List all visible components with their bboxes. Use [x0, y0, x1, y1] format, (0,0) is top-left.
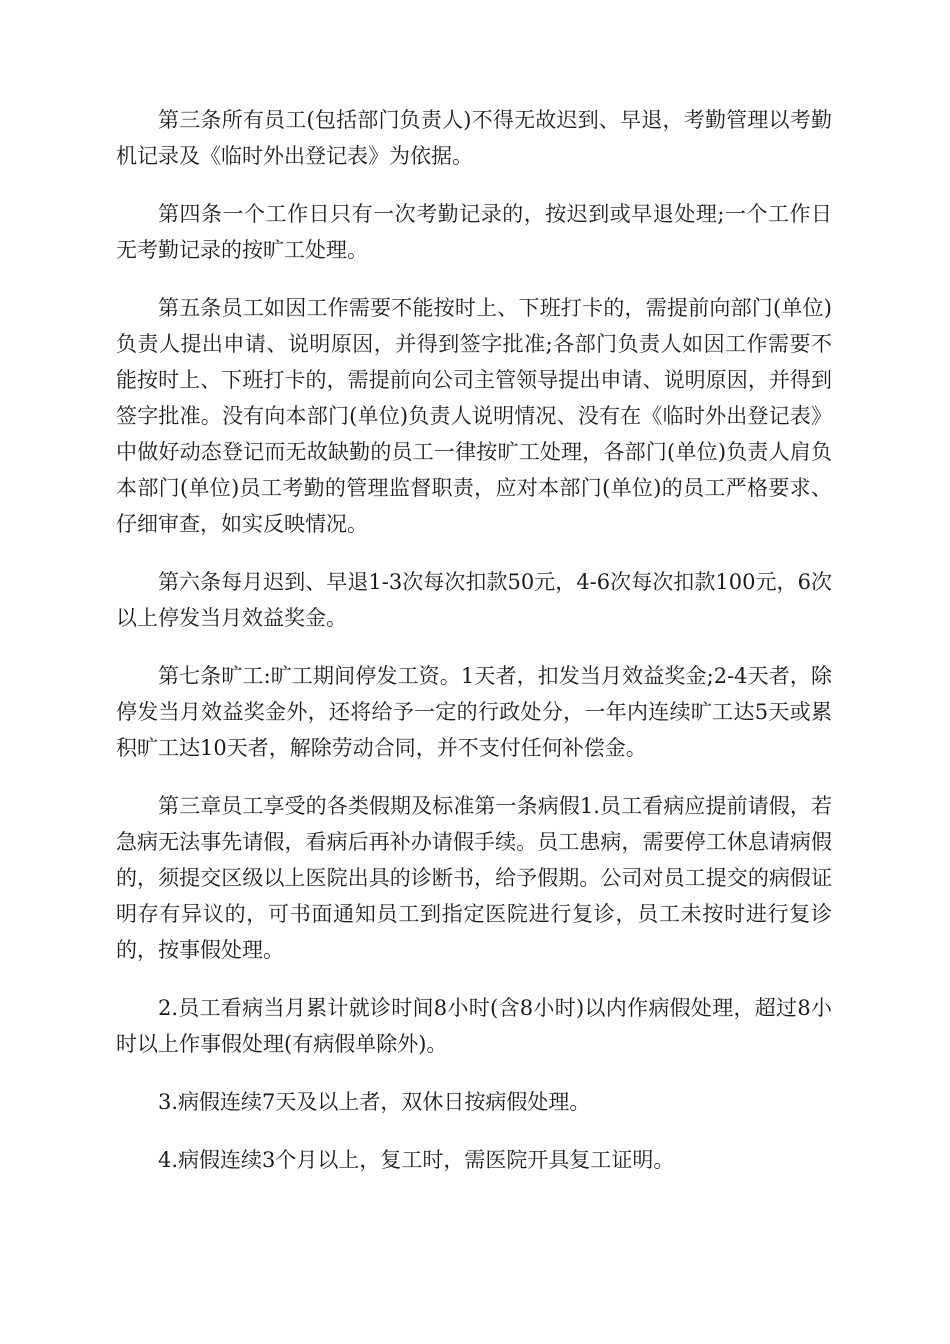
paragraph-article-5: 第五条员工如因工作需要不能按时上、下班打卡的，需提前向部门(单位)负责人提出申请、说明原因，并得到签字批准;各部门负责人如因工作需要不能按时上、下班打卡的，需提前向公司主管领导提出申请、说明原因，并得到签字批准。没有向本部门(单位)负责人说明情况、没有在《临时外出登记表》中做好动态登记而无故缺勤的员工一律按旷工处理，各部门(单位)负责人肩负本部门(单位)员工考勤的管理监督职责，应对本部门(单位)的员工严格要求、仔细审查，如实反映情况。 [116, 296, 832, 536]
paragraph-chapter-3-sick-leave: 第三章员工享受的各类假期及标准第一条病假1.员工看病应提前请假，若急病无法事先请假，看病后再补办请假手续。员工患病，需要停工休息请病假的，须提交区级以上医院出具的诊断书，给予假期。公司对员工提交的病假证明存有异议的，可书面通知员工到指定医院进行复诊，员工未按时进行复诊的，按事假处理。 [116, 794, 832, 962]
paragraph-article-7: 第七条旷工:旷工期间停发工资。1天者，扣发当月效益奖金;2-4天者，除停发当月效益奖金外，还将给予一定的行政处分，一年内连续旷工达5天或累积旷工达10天者，解除劳动合同，并不支付任何补偿金。 [116, 664, 832, 760]
paragraph-article-6: 第六条每月迟到、早退1-3次每次扣款50元，4-6次每次扣款100元，6次以上停发当月效益奖金。 [116, 570, 832, 630]
paragraph-article-4: 第四条一个工作日只有一次考勤记录的，按迟到或早退处理;一个工作日无考勤记录的按旷工处理。 [116, 202, 832, 262]
paragraph-article-3: 第三条所有员工(包括部门负责人)不得无故迟到、早退，考勤管理以考勤机记录及《临时外出登记表》为依据。 [116, 108, 832, 168]
paragraph-sick-leave-item-4: 4.病假连续3个月以上，复工时，需医院开具复工证明。 [158, 1148, 675, 1172]
paragraph-sick-leave-item-2: 2.员工看病当月累计就诊时间8小时(含8小时)以内作病假处理，超过8小时以上作事假处理(有病假单除外)。 [116, 996, 832, 1056]
paragraph-sick-leave-item-3: 3.病假连续7天及以上者，双休日按病假处理。 [158, 1090, 591, 1114]
